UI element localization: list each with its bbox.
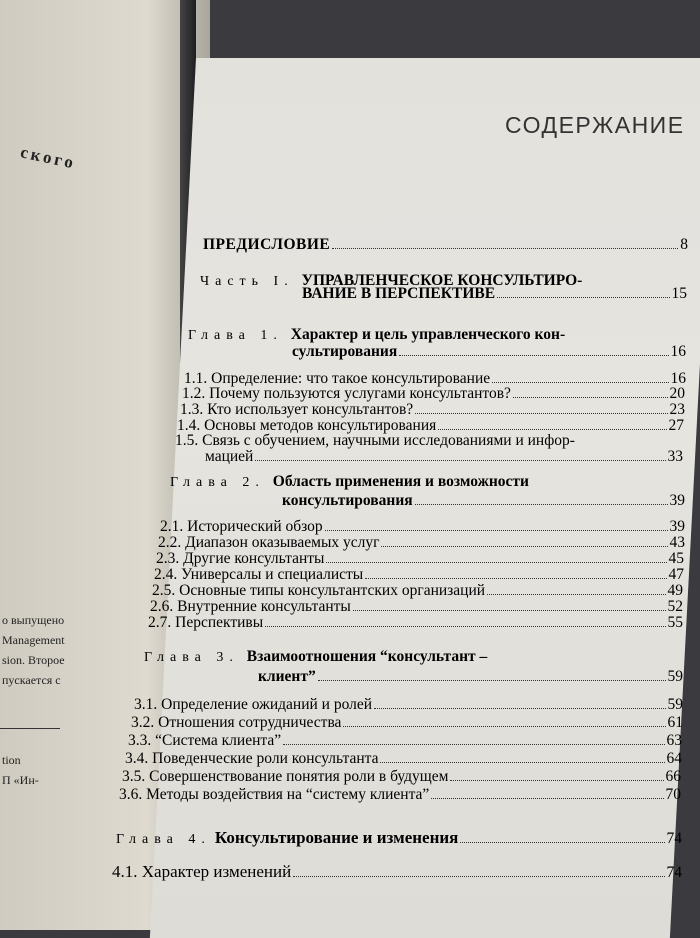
section-number: 2.6. xyxy=(150,598,174,615)
dot-leader xyxy=(450,780,663,781)
section-number: 2.3. xyxy=(156,550,180,567)
part-heading-cont xyxy=(302,285,687,303)
page-number: 33 xyxy=(667,448,683,465)
dot-leader xyxy=(460,842,664,843)
chapter-prefix: Глава 3. xyxy=(144,650,239,665)
page-number: 59 xyxy=(667,696,683,713)
toc-entry xyxy=(125,750,682,768)
section-title: “Система клиента” xyxy=(155,732,282,749)
page-number: 55 xyxy=(667,614,683,631)
page-number: 74 xyxy=(666,830,682,847)
part-title-line2: ВАНИЕ В ПЕРСПЕКТИВЕ xyxy=(302,285,496,302)
page-number: 66 xyxy=(665,768,681,785)
page-number: 49 xyxy=(667,582,683,599)
dot-leader xyxy=(380,762,664,763)
left-text-line: о выпущено xyxy=(2,613,65,627)
section-number: 3.6. xyxy=(119,786,143,803)
page-title: СОДЕРЖАНИЕ xyxy=(505,112,685,138)
toc-entry-cont xyxy=(205,448,683,466)
section-number: 1.5. xyxy=(175,432,199,449)
section-number: 3.5. xyxy=(122,768,146,785)
toc-entry xyxy=(112,862,682,882)
preface-label: ПРЕДИСЛОВИЕ xyxy=(203,236,331,253)
toc-entry xyxy=(128,732,682,750)
page-number: 43 xyxy=(669,534,685,551)
section-title: Связь с обучением, научными исследованиями и инфор- xyxy=(202,432,575,449)
chapter-title-line2: клиент” xyxy=(258,668,316,685)
section-number: 2.1. xyxy=(160,518,184,535)
part-prefix: Часть I. xyxy=(200,274,294,289)
dot-leader xyxy=(365,578,666,579)
chapter-title-line2: консультирования xyxy=(282,492,413,509)
section-title: Почему пользуются услугами консультантов? xyxy=(209,385,511,402)
toc-entry xyxy=(122,768,681,786)
section-title: Исторический обзор xyxy=(187,518,323,535)
section-title: Определение ожиданий и ролей xyxy=(161,696,373,713)
chapter-heading xyxy=(116,828,682,848)
section-title: Кто использует консультантов? xyxy=(207,401,414,418)
section-title: Совершенствование понятия роли в будущем xyxy=(149,768,449,785)
page-number: 59 xyxy=(667,668,683,685)
section-number: 4.1. xyxy=(112,862,138,881)
chapter-prefix: Глава 4. xyxy=(116,832,211,847)
dot-leader xyxy=(374,708,665,709)
left-text-line: пускается с xyxy=(2,673,61,687)
section-title: Поведенческие роли консультанта xyxy=(152,750,379,767)
toc-entry-preface xyxy=(203,236,688,254)
section-number: 2.7. xyxy=(148,614,172,631)
section-title: Отношения сотрудничества xyxy=(158,714,342,731)
chapter-title-line1: Взаимоотношения “консультант – xyxy=(246,648,488,665)
dot-leader xyxy=(255,460,665,461)
dot-leader xyxy=(415,413,667,414)
section-title: Методы воздействия на “систему клиента” xyxy=(146,786,430,803)
chapter-heading xyxy=(144,648,487,666)
section-title: Внутренние консультанты xyxy=(177,598,351,615)
left-text-line: Management xyxy=(2,633,65,647)
page-number: 8 xyxy=(680,236,688,253)
chapter-heading xyxy=(188,326,565,344)
part-title-line1: УПРАВЛЕНЧЕСКОЕ КОНСУЛЬТИРО- xyxy=(301,272,583,289)
page-number: 16 xyxy=(670,370,686,387)
page-number: 47 xyxy=(668,566,684,583)
chapter-title-line1: Характер и цель управленческого кон- xyxy=(290,326,566,343)
toc-entry xyxy=(119,786,681,804)
section-title: Другие консультанты xyxy=(183,550,325,567)
left-text-line: sion. Второе xyxy=(2,653,65,667)
section-title: Перспективы xyxy=(175,614,264,631)
section-number: 3.4. xyxy=(125,750,149,767)
page-number: 74 xyxy=(666,864,682,881)
section-number: 1.4. xyxy=(177,417,201,434)
chapter-prefix: Глава 2. xyxy=(170,475,265,490)
dot-leader xyxy=(431,798,663,799)
dot-leader xyxy=(326,562,666,563)
page-number: 52 xyxy=(667,598,683,615)
chapter-heading xyxy=(170,473,529,491)
dot-leader xyxy=(283,744,664,745)
section-number: 3.1. xyxy=(134,696,158,713)
section-number: 3.3. xyxy=(128,732,152,749)
chapter-prefix: Глава 1. xyxy=(188,328,283,343)
chapter-title-line2: сультирования xyxy=(292,343,398,360)
dot-leader xyxy=(438,429,666,430)
spine-fragment: ского xyxy=(18,142,78,173)
page-number: 20 xyxy=(669,385,685,402)
page-number: 23 xyxy=(669,401,685,418)
page-number: 27 xyxy=(668,417,684,434)
dot-leader xyxy=(381,546,667,547)
page-number: 61 xyxy=(667,714,683,731)
dot-leader xyxy=(497,297,669,298)
chapter-heading-cont xyxy=(258,668,683,686)
dot-leader xyxy=(325,530,668,531)
toc-entry xyxy=(131,714,683,732)
section-title: Определение: что такое консультирование xyxy=(211,370,491,387)
toc-entry xyxy=(148,614,683,632)
section-number: 3.2. xyxy=(131,714,155,731)
chapter-title-line1: Область применения и возможности xyxy=(272,473,529,490)
page-number: 63 xyxy=(666,732,682,749)
chapter-heading-cont xyxy=(292,343,686,361)
page-number: 15 xyxy=(671,285,687,302)
dot-leader xyxy=(415,504,668,505)
section-number: 1.1. xyxy=(184,370,208,387)
section-title: Универсалы и специалисты xyxy=(181,566,364,583)
dot-leader xyxy=(293,876,664,877)
section-number: 2.5. xyxy=(152,582,176,599)
chapter-heading-cont xyxy=(282,492,685,510)
dot-leader xyxy=(343,726,665,727)
dot-leader xyxy=(513,397,668,398)
page-number: 64 xyxy=(666,750,682,767)
left-text-line: П «Ин- xyxy=(2,773,39,787)
section-number: 2.4. xyxy=(154,566,178,583)
page-number: 45 xyxy=(668,550,684,567)
toc-entry xyxy=(134,696,683,714)
left-text-line: tion xyxy=(2,753,21,767)
dot-leader xyxy=(332,248,678,249)
section-number: 2.2. xyxy=(158,534,182,551)
page-number: 39 xyxy=(669,492,685,509)
section-title: Характер изменений xyxy=(141,862,292,881)
dot-leader xyxy=(318,680,666,681)
dot-leader xyxy=(265,626,665,627)
section-title: Диапазон оказываемых услуг xyxy=(185,534,380,551)
chapter-title-line1: Консультирование и изменения xyxy=(214,828,459,847)
dot-leader xyxy=(492,382,668,383)
dot-leader xyxy=(353,610,666,611)
page-number: 16 xyxy=(670,343,686,360)
dot-leader xyxy=(399,355,668,356)
section-title-cont: мацией xyxy=(205,448,254,465)
page-number: 39 xyxy=(669,518,685,535)
section-title: Основные типы консультантских организаций xyxy=(179,582,486,599)
page-number: 70 xyxy=(665,786,681,803)
section-title: Основы методов консультирования xyxy=(204,417,437,434)
section-number: 1.2. xyxy=(182,385,206,402)
section-number: 1.3. xyxy=(180,401,204,418)
dot-leader xyxy=(487,594,665,595)
